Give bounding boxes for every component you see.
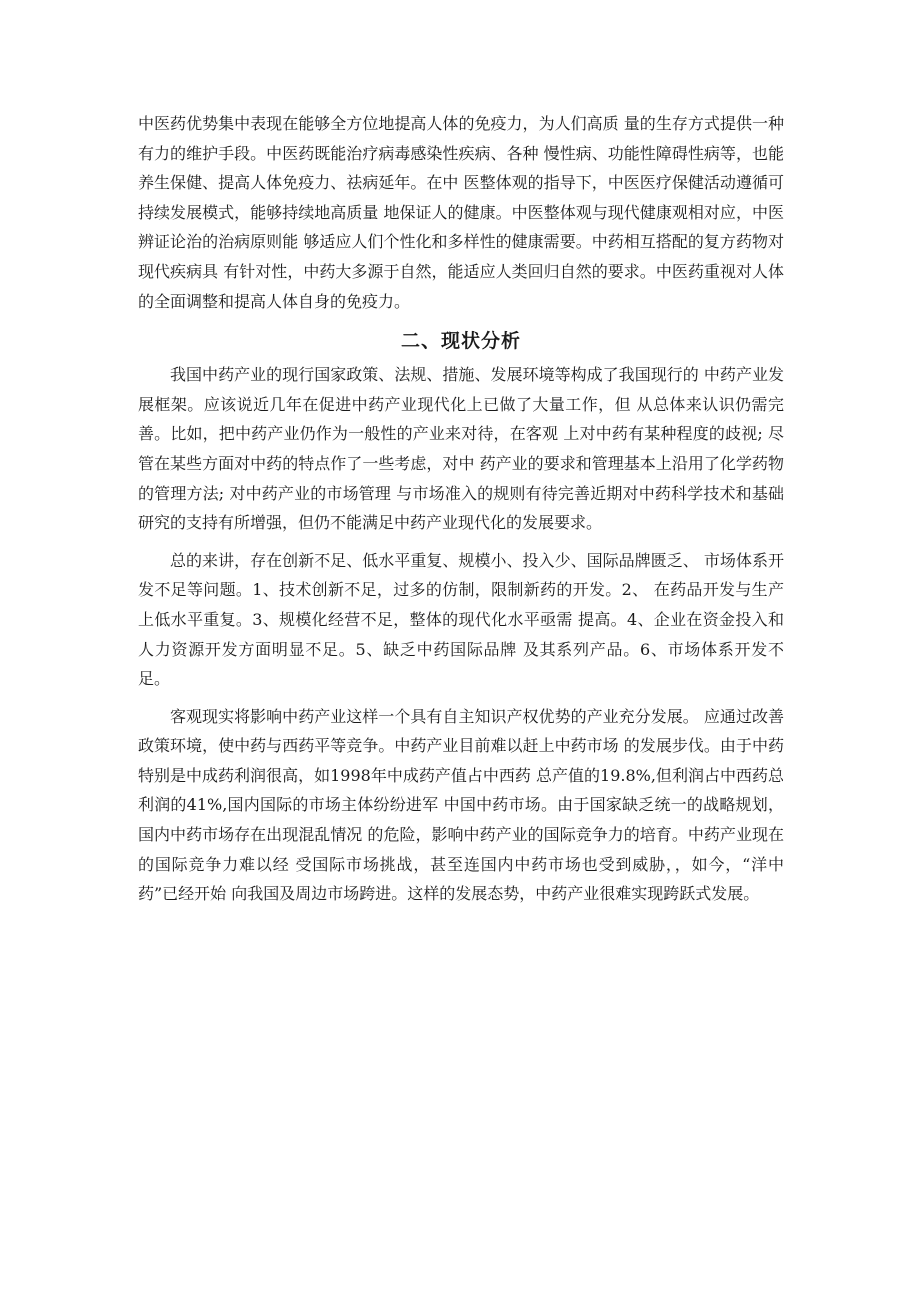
paragraph-policy-framework: 我国中药产业的现行国家政策、法规、措施、发展环境等构成了我国现行的 中药产业发展框架。应该说近几年在促进中药产业现代化上已做了大量工作，但 从总体来认识仍需完善。比如，把中药产业仍作为一般性的产业来对待，在客观 上对中药有某种程度的歧视; 尽管在某些方面对中药的特点作了一些考虑，对中 药产业的要求和管理基本上沿用了化学药物的管理方法; 对中药产业的市场管理 与市场准入的规则有待完善近期对中药科学技术和基础研究的支持有所增强，但仍不能满足中药产业现代化的发展要求。: [138, 365, 784, 533]
paragraph-market-reality: 客观现实将影响中药产业这样一个具有自主知识产权优势的产业充分发展。 应通过改善政策环境，使中药与西药平等竞争。中药产业目前难以赶上中药市场 的发展步伐。由于中药特别是中成药利润很高，如1998年中成药产值占中西药 总产值的19.8%,但利润占中西药总利润的41%,国内国际的市场主体纷纷进军 中国中药市场。由于国家缺乏统一的战略规划，国内中药市场存在出现混乱情况 的危险，影响中药产业的国际竞争力的培育。中药产业现在的国际竞争力难以经 受国际市场挑战，甚至连国内中药市场也受到威胁，，如今，“洋中药”已经开始 向我国及周边市场跨进。这样的发展态势，中药产业很难实现跨跃式发展。: [138, 706, 784, 904]
paragraph-problems: 总的来讲，存在创新不足、低水平重复、规模小、投入少、国际品牌匮乏、 市场体系开发不足等问题。1、技术创新不足，过多的仿制，限制新药的开发。2、 在药品开发与生产上低水平重复。3、规模化经营不足，整体的现代化水平亟需 提高。4、企业在资金投入和人力资源开发方面明显不足。5、缺乏中药国际品牌 及其系列产品。6、市场体系开发不足。: [138, 550, 784, 689]
section-heading: 二、现状分析: [400, 330, 521, 353]
paragraph-advantages: 中医药优势集中表现在能够全方位地提高人体的免疫力，为人们高质 量的生存方式提供一种有力的维护手段。中医药既能治疗病毒感染性疾病、各种 慢性病、功能性障碍性病等，也能养生保健、提高人体免疫力、祛病延年。在中 医整体观的指导下，中医医疗保健活动遵循可持续发展模式，能够持续地高质量 地保证人的健康。中医整体观与现代健康观相对应，中医辨证论治的治病原则能 够适应人们个性化和多样性的健康需要。中药相互搭配的复方药物对现代疾病具 有针对性，中药大多源于自然，能适应人类回归自然的要求。中医药重视对人体 的全面调整和提高人体自身的免疫力。: [138, 114, 784, 311]
document-page: [138, 109, 784, 909]
